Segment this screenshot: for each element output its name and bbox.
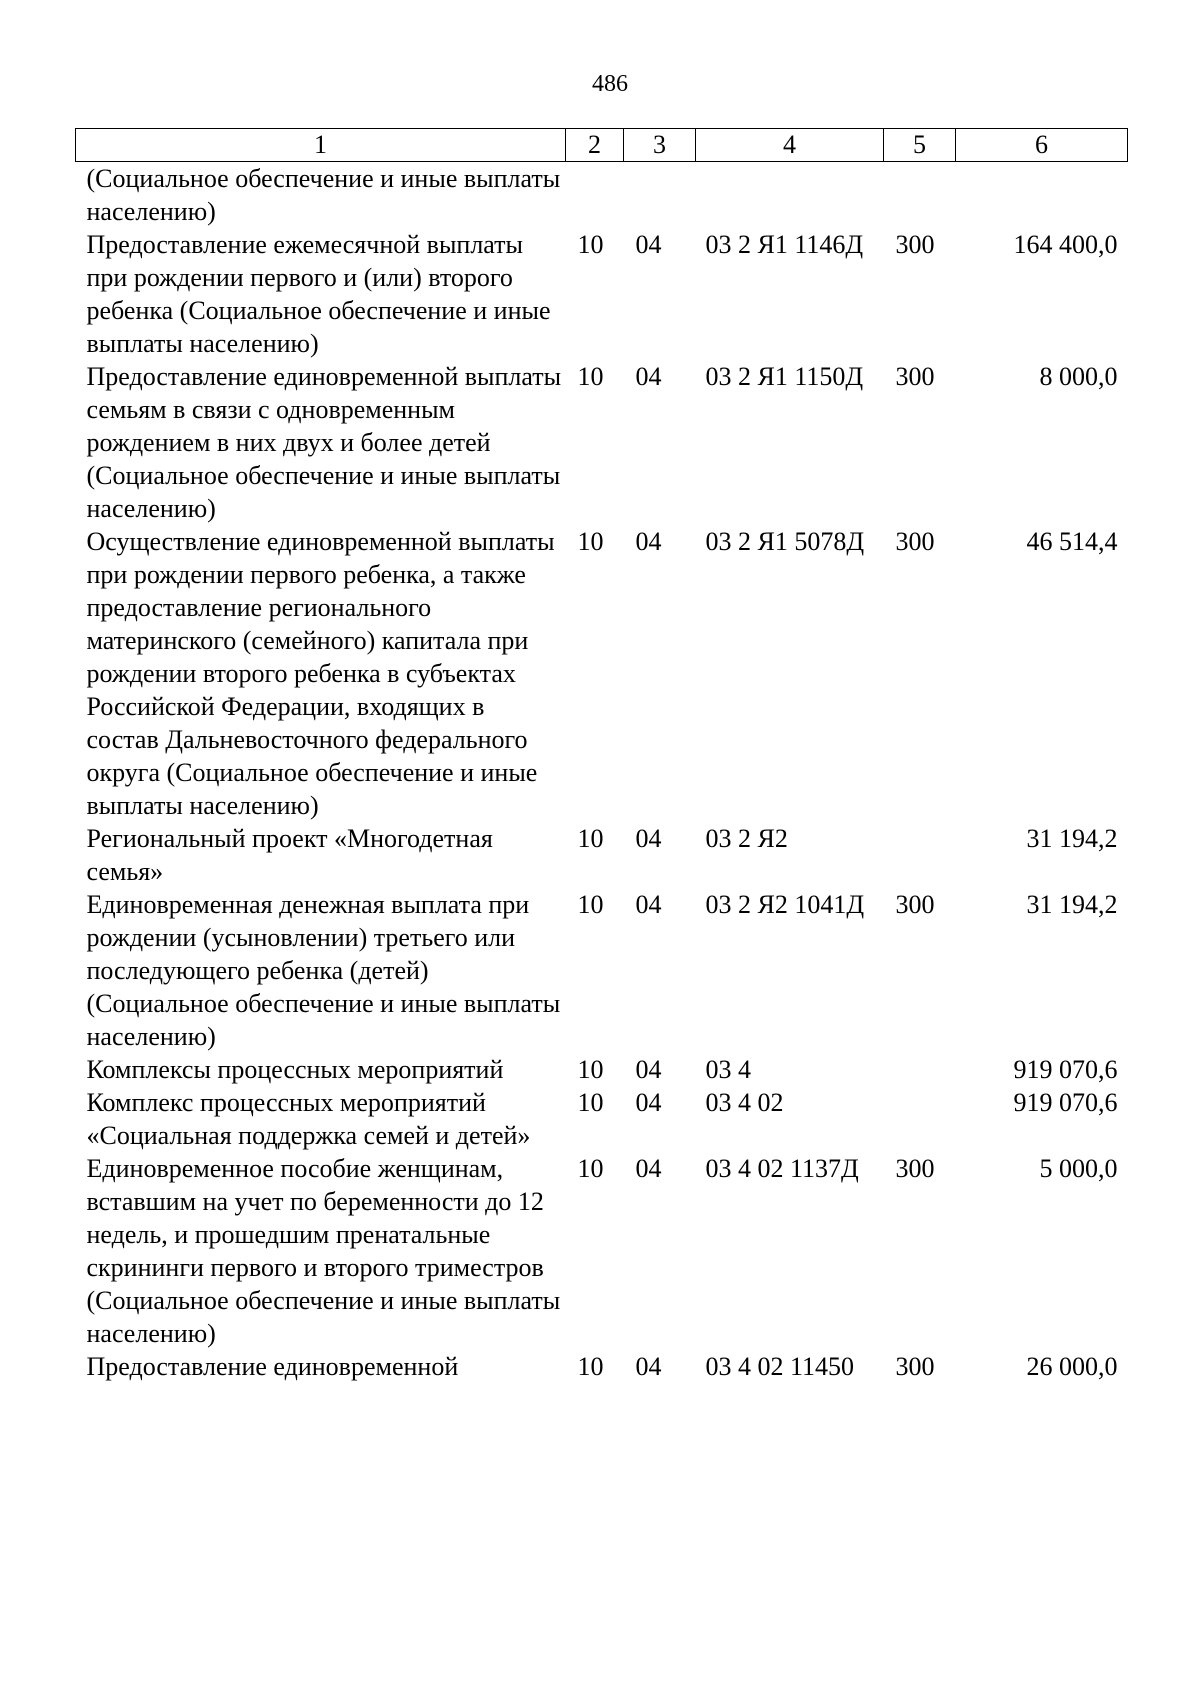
target-article-code xyxy=(696,162,884,229)
subsection-code: 04 xyxy=(635,890,662,919)
target-article-code: 03 4 02 11450 xyxy=(705,1352,855,1381)
expense-type-code: 300 xyxy=(895,890,935,919)
column-header: 5 xyxy=(884,129,956,162)
subsection-code xyxy=(624,162,696,229)
amount: 919 070,6 xyxy=(1013,1055,1118,1084)
section-code: 10 xyxy=(577,1088,604,1117)
expense-type-code xyxy=(884,1086,956,1152)
table-row xyxy=(76,1152,1128,1350)
amount: 31 194,2 xyxy=(1026,890,1118,919)
subsection-code: 04 xyxy=(635,1055,662,1084)
amount: 8 000,0 xyxy=(1039,362,1118,391)
subsection-code: 04 xyxy=(635,362,662,391)
section-code: 10 xyxy=(577,1352,604,1381)
section-code: 10 xyxy=(577,890,604,919)
expense-type-code: 300 xyxy=(895,230,935,259)
subsection-code: 04 xyxy=(635,1154,662,1183)
table-row xyxy=(76,1053,1128,1086)
amount: 164 400,0 xyxy=(1013,230,1118,259)
expense-type-code xyxy=(884,162,956,229)
table-row xyxy=(76,162,1128,229)
table-row xyxy=(76,228,1128,360)
column-header: 1 xyxy=(76,129,566,162)
amount: 26 000,0 xyxy=(1026,1352,1118,1381)
target-article-code: 03 2 Я2 1041Д xyxy=(705,890,865,919)
section-code: 10 xyxy=(577,527,604,556)
table-row xyxy=(76,822,1128,888)
expense-type-code xyxy=(884,822,956,888)
table-row xyxy=(76,888,1128,1053)
row-name: Комплексы процессных мероприятий xyxy=(86,1055,504,1084)
row-name: Единовременная денежная выплата при рождении (усыновлении) третьего или последующего ребенка (детей) (Социальное обеспечение и иные выплаты населению) xyxy=(86,890,561,1051)
row-name: (Социальное обеспечение и иные выплаты населению) xyxy=(86,164,561,226)
target-article-code: 03 2 Я2 xyxy=(705,824,788,853)
header-row xyxy=(76,129,1128,162)
expense-type-code xyxy=(884,1053,956,1086)
subsection-code: 04 xyxy=(635,1352,662,1381)
section-code: 10 xyxy=(577,1154,604,1183)
column-header: 3 xyxy=(624,129,696,162)
row-name: Единовременное пособие женщинам, вставшим на учет по беременности до 12 недель, и прошедшим пренатальные скрининги первого и второго триместров (Социальное обеспечение и иные выплаты населению) xyxy=(86,1154,561,1348)
section-code: 10 xyxy=(577,824,604,853)
row-name: Комплекс процессных мероприятий «Социальная поддержка семей и детей» xyxy=(86,1088,531,1150)
amount: 46 514,4 xyxy=(1026,527,1118,556)
table-row xyxy=(76,1086,1128,1152)
column-header: 6 xyxy=(956,129,1128,162)
expense-type-code: 300 xyxy=(895,527,935,556)
section-code: 10 xyxy=(577,1055,604,1084)
column-header: 4 xyxy=(696,129,884,162)
table-row xyxy=(76,360,1128,525)
expense-type-code: 300 xyxy=(895,362,935,391)
page-number: 486 xyxy=(592,71,628,97)
row-name: Осуществление единовременной выплаты при рождении первого ребенка, а также предоставление регионального материнского (семейного) капитала при рождении второго ребенка в субъектах Российской Федерации, входящих в состав Дальневосточного федерального округа (Социальное обеспечение и иные выплаты населению) xyxy=(86,527,555,820)
table-row xyxy=(76,1350,1128,1383)
target-article-code: 03 2 Я1 1150Д xyxy=(705,362,864,391)
target-article-code: 03 4 02 xyxy=(705,1088,784,1117)
subsection-code: 04 xyxy=(635,527,662,556)
subsection-code: 04 xyxy=(635,824,662,853)
row-name: Предоставление единовременной выплаты семьям в связи с одновременным рождением в них двух и более детей (Социальное обеспечение и иные выплаты населению) xyxy=(86,362,562,523)
section-code xyxy=(566,162,624,229)
target-article-code: 03 4 02 1137Д xyxy=(705,1154,859,1183)
row-name: Региональный проект «Многодетная семья» xyxy=(86,824,493,886)
target-article-code: 03 2 Я1 1146Д xyxy=(705,230,864,259)
table-body xyxy=(76,162,1128,1384)
table-row xyxy=(76,525,1128,822)
budget-table xyxy=(75,128,1128,1383)
expense-type-code: 300 xyxy=(895,1154,935,1183)
row-name: Предоставление ежемесячной выплаты при рождении первого и (или) второго ребенка (Социальное обеспечение и иные выплаты населению) xyxy=(86,230,551,358)
expense-type-code: 300 xyxy=(895,1352,935,1381)
section-code: 10 xyxy=(577,362,604,391)
amount: 5 000,0 xyxy=(1039,1154,1118,1183)
amount: 919 070,6 xyxy=(1013,1088,1118,1117)
column-header: 2 xyxy=(566,129,624,162)
target-article-code: 03 4 xyxy=(705,1055,751,1084)
amount: 31 194,2 xyxy=(1026,824,1118,853)
amount xyxy=(956,162,1128,229)
subsection-code: 04 xyxy=(635,1088,662,1117)
subsection-code: 04 xyxy=(635,230,662,259)
section-code: 10 xyxy=(577,230,604,259)
target-article-code: 03 2 Я1 5078Д xyxy=(705,527,865,556)
row-name: Предоставление единовременной xyxy=(86,1352,459,1381)
